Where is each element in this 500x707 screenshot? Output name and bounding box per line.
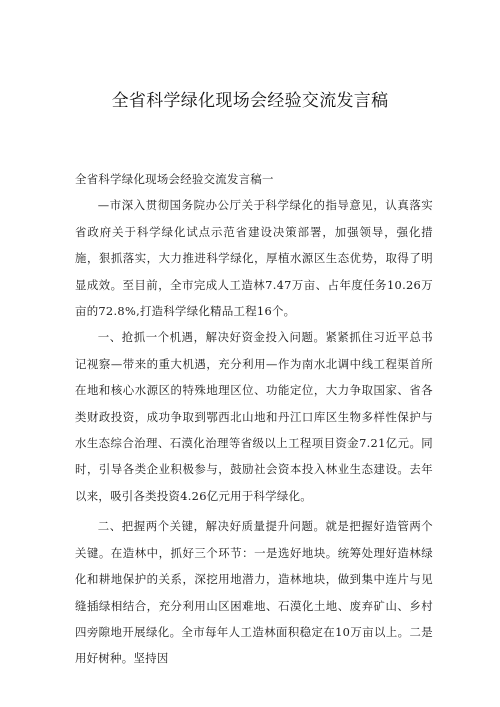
document-title: 全省科学绿化现场会经验交流发言稿: [111, 91, 389, 111]
paragraph-intro: —市深入贯彻国务院办公厅关于科学绿化的指导意见，认真落实省政府关于科学绿化试点示范省建设决策部署，加强领导，强化措施，狠抓落实，大力推进科学绿化，厚植水源区生态优势，取得了明显成效。至目前，全市完成人工造林7.47万亩、占年度任务10.26万亩的72.8%,打造科学绿化精品工程16个。: [75, 198, 433, 319]
paragraph-section-two: 二、把握两个关键，解决好质量提升问题。就是把握好造管两个关键。在造林中，抓好三个环节：一是选好地块。统筹处理好造林绿化和耕地保护的关系，深挖用地潜力，造林地块，做到集中连片与见缝插绿相结合，充分利用山区困难地、石漠化土地、废弃矿山、乡村四旁隙地开展绿化。全市每年人工造林面积稳定在10万亩以上。二是用好树种。坚持因: [75, 519, 433, 666]
document-body: [75, 166, 433, 672]
document-subheading: 全省科学绿化现场会经验交流发言稿一: [75, 172, 274, 186]
paragraph-section-one: 一、抢抓一个机遇，解决好资金投入问题。紧紧抓住习近平总书记视察—带来的重大机遇，充分利用—作为南水北调中线工程渠首所在地和核心水源区的特殊地理区位、功能定位，大力争取国家、省各类财政投资，成功争取到鄂西北山地和丹江口库区生物多样性保护与水生态综合治理、石漠化治理等省级以上工程项目资金7.21亿元。同时，引导各类企业积极参与，鼓励社会资本投入林业生态建设。去年以来，吸引各类投资4.26亿元用于科学绿化。: [75, 330, 433, 503]
